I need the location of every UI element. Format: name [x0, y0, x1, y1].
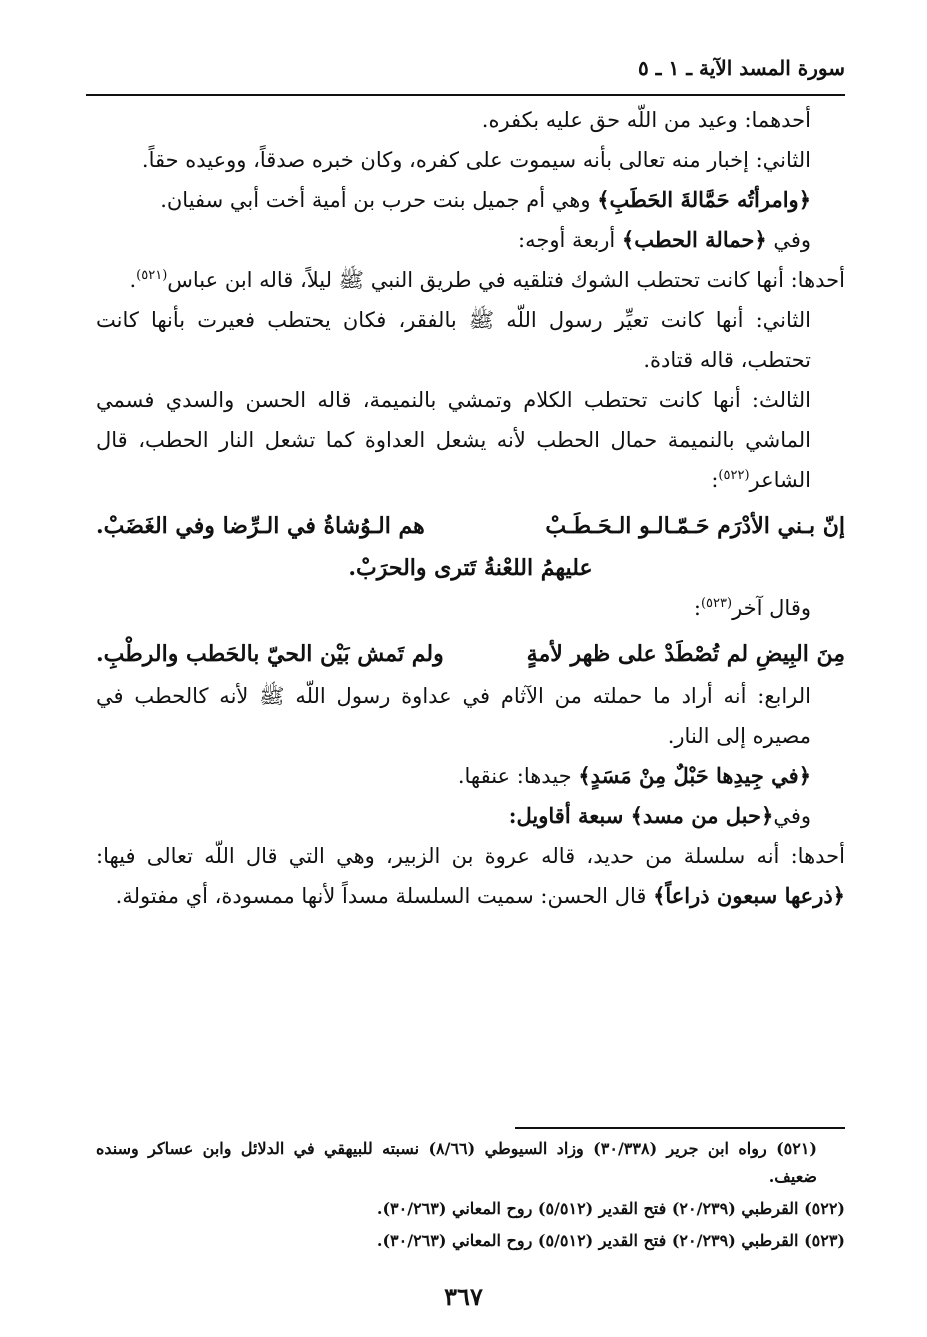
- verse-hemistich-right: مِنَ البِيضِ لم تُصْطَدْ على ظهر لأمةٍ: [526, 641, 845, 667]
- paragraph-11-text: سبعة أقاويل:: [508, 803, 631, 828]
- paragraph-11: [96, 796, 845, 836]
- paragraph-11-lead: وفي: [773, 804, 811, 828]
- paragraph-4-lead: وفي: [766, 228, 811, 252]
- main-text: [96, 100, 845, 916]
- footnote-ref[interactable]: (٥٢١): [136, 268, 168, 283]
- paragraph-3-text: وهي أم جميل بنت حرب بن أمية أخت أبي سفيان.: [160, 188, 598, 212]
- paragraph-12: [96, 836, 845, 916]
- verse-hemistich-left: ولم تَمش بَيْن الحيّ بالحَطب والرطْبِ.: [96, 641, 444, 667]
- footnote-divider: [515, 1127, 845, 1129]
- poem-verse-3: [96, 628, 845, 676]
- footnote-523: (٥٢٣) القرطبي (٢٠/٢٣٩) فتح القدير (٥/٥١٢) روح المعاني (٣٠/٢٦٣).: [376, 1231, 845, 1250]
- paragraph-12-lead: أحدها: أنه سلسلة من حديد، قاله عروة بن الزبير، وهي التي قال اللّه تعالى فيها:: [96, 844, 845, 868]
- paragraph-7-text: الثالث: أنها كانت تحتطب الكلام وتمشي بالنميمة، قاله الحسن والسدي فسمي الماشي بالنميمة حمال الحطب لأنه يشعل العداوة كما تشعل النار الحطب، قال الشاعر: [96, 388, 811, 492]
- quran-quote: ﴿ذرعها سبعون ذراعاً﴾: [653, 883, 845, 908]
- paragraph-12-text: قال الحسن: سميت السلسلة مسداً لأنها ممسودة، أي مفتولة.: [115, 884, 654, 908]
- paragraph-3: [96, 180, 845, 220]
- paragraph-9: الرابع: أنه أراد ما حملته من الآثام في عداوة رسول اللّه ﷺ لأنه كالحطب في مصيره إلى النار.: [96, 684, 811, 748]
- paragraph-1: أحدهما: وعيد من اللّه حق عليه بكفره.: [481, 108, 811, 132]
- header-title: سورة المسد الآية ـ ١ ـ ٥: [637, 56, 845, 80]
- quran-quote: ﴿حبل من مسد﴾: [630, 803, 774, 828]
- quran-quote: ﴿وامرأتُه حَمَّالةَ الحَطَبِ﴾: [597, 187, 811, 212]
- page-number: ٣٦٧: [444, 1282, 483, 1311]
- paragraph-6: الثاني: أنها كانت تعيِّر رسول اللّه ﷺ بالفقر، فكان يحتطب فعيرت بأنها كانت تحتطب، قاله قتادة.: [96, 308, 811, 372]
- verse-hemistich-left: هم الـوُشاةُ في الـرِّضا وفي الغَضَبْ.: [96, 513, 425, 539]
- paragraph-10: [96, 756, 845, 796]
- quran-quote: ﴿حمالة الحطب﴾: [621, 227, 767, 252]
- footnotes: [96, 1135, 845, 1259]
- paragraph-7: الثالث: أنها كانت تحتطب الكلام وتمشي بالنميمة، قاله الحسن والسدي فسمي الماشي بالنميمة حمال الحطب لأنه يشعل العداوة كما تشعل النار الحطب، قال الشاعر$^{(٥٢٢)}$:: [96, 388, 811, 492]
- footnote-ref[interactable]: (٥٢٣): [700, 596, 733, 611]
- paragraph-4-text: أربعة أوجه:: [518, 228, 622, 252]
- footnote-ref[interactable]: (٥٢٢): [718, 468, 750, 483]
- paragraph-8: وقال آخر$^{(٥٢٣)}$:: [693, 596, 811, 620]
- paragraph-8-text: وقال آخر: [732, 596, 811, 620]
- running-header: [86, 52, 845, 96]
- quran-quote: ﴿في جِيدِها حَبْلٌ مِنْ مَسَدٍ﴾: [578, 763, 811, 788]
- paragraph-10-text: جيدها: عنقها.: [457, 764, 579, 788]
- footnote-521: (٥٢١) رواه ابن جرير (٣٠/٣٣٨) وزاد السيوطي (٨/٦٦) نسبته للبيهقي في الدلائل وابن عساكر وسنده ضعيف.: [96, 1139, 817, 1186]
- verse-hemistich-right: إنّ بـني الأدْرَم حَـمّـالـو الـحَـطَـبْ: [545, 513, 845, 539]
- poem-verse-2: عليهمُ اللعْنةُ تَترى والحرَبْ.: [348, 555, 593, 581]
- poem-verse-1: [96, 500, 845, 548]
- paragraph-5: أحدها: أنها كانت تحتطب الشوك فتلقيه في طريق النبي ﷺ ليلاً، قاله ابن عباس$^{(٥٢١)}$.: [129, 268, 845, 292]
- paragraph-5-text: أحدها: أنها كانت تحتطب الشوك فتلقيه في طريق النبي ﷺ ليلاً، قاله ابن عباس: [167, 268, 845, 292]
- footnote-522: (٥٢٢) القرطبي (٢٠/٢٣٩) فتح القدير (٥/٥١٢) روح المعاني (٣٠/٢٦٣).: [376, 1199, 845, 1218]
- paragraph-2: الثاني: إخبار منه تعالى بأنه سيموت على كفره، وكان خبره صدقاً، ووعيده حقاً.: [141, 148, 811, 172]
- paragraph-4: [96, 220, 845, 260]
